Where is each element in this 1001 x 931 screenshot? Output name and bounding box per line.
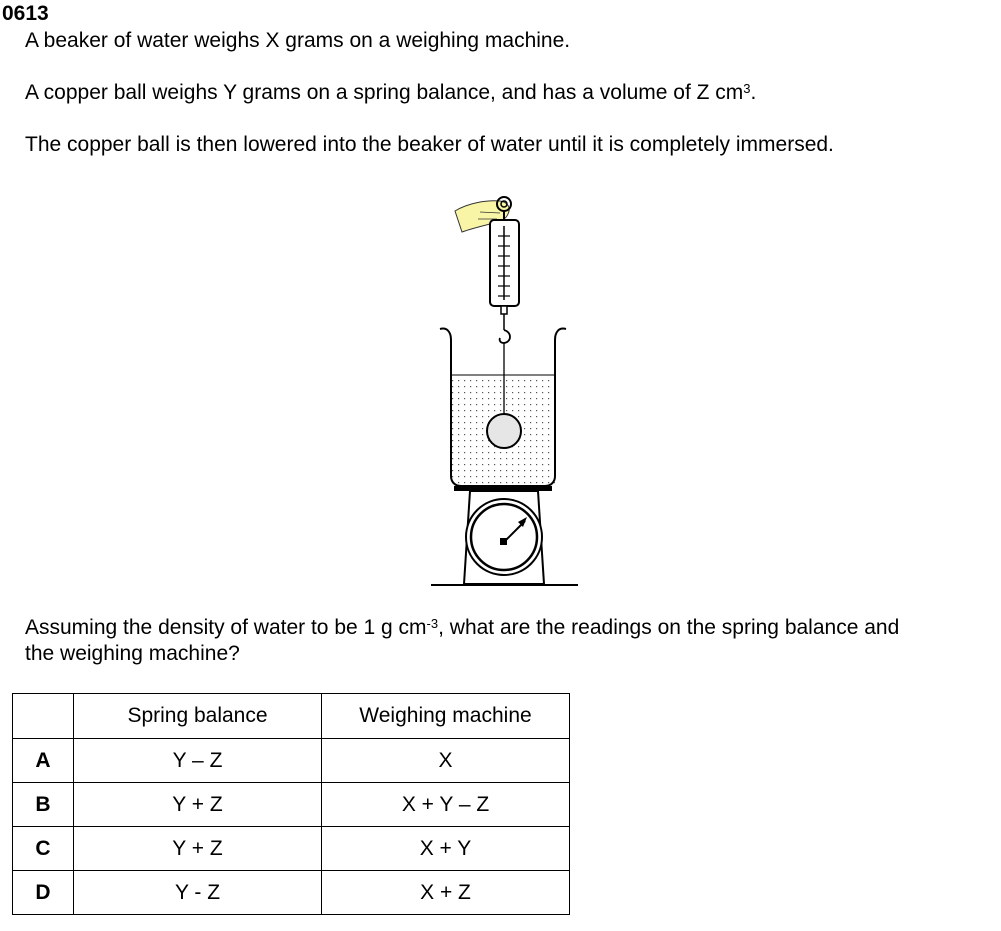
density-superscript: -3 <box>426 616 439 631</box>
beaker <box>440 329 566 486</box>
table-row[interactable] <box>13 783 570 827</box>
table-row[interactable] <box>13 827 570 871</box>
option-label[interactable]: A <box>13 739 74 783</box>
weighing-machine-value: X + Z <box>322 871 570 915</box>
copper-ball <box>487 414 521 448</box>
line-2-end: . <box>750 81 757 104</box>
question-text-line-1: A beaker of water weighs X grams on a weighing machine. <box>25 29 571 52</box>
spring-balance-value: Y + Z <box>74 827 322 871</box>
cubed-superscript: 3 <box>743 81 751 96</box>
header-weighing-machine: Weighing machine <box>322 694 570 739</box>
table-row[interactable] <box>13 739 570 783</box>
spring-balance-value: Y + Z <box>74 783 322 827</box>
table-row[interactable] <box>13 871 570 915</box>
question-text-line-3: The copper ball is then lowered into the beaker of water until it is completely immersed. <box>25 133 834 156</box>
spring-balance-value: Y - Z <box>74 871 322 915</box>
spring-balance-value: Y – Z <box>74 739 322 783</box>
weighing-machine-value: X <box>322 739 570 783</box>
line-2-text: A copper ball weighs Y grams on a spring balance, and has a volume of Z cm <box>25 81 744 104</box>
option-label[interactable]: C <box>13 827 74 871</box>
answer-table <box>12 693 570 915</box>
prompt-line-1 <box>25 615 899 641</box>
option-label[interactable]: B <box>13 783 74 827</box>
weighing-machine-value: X + Y – Z <box>322 783 570 827</box>
header-spring-balance: Spring balance <box>74 694 322 739</box>
question-number: 0613 <box>2 2 49 25</box>
header-option <box>13 694 74 739</box>
prompt-text-b: , what are the readings on the spring balance and <box>438 616 900 639</box>
weighing-machine <box>431 486 578 585</box>
table-header-row <box>13 694 570 739</box>
weighing-machine-value: X + Y <box>322 827 570 871</box>
prompt-text-a: Assuming the density of water to be 1 g cm <box>25 616 427 639</box>
option-label[interactable]: D <box>13 871 74 915</box>
prompt-line-2: the weighing machine? <box>25 642 240 665</box>
